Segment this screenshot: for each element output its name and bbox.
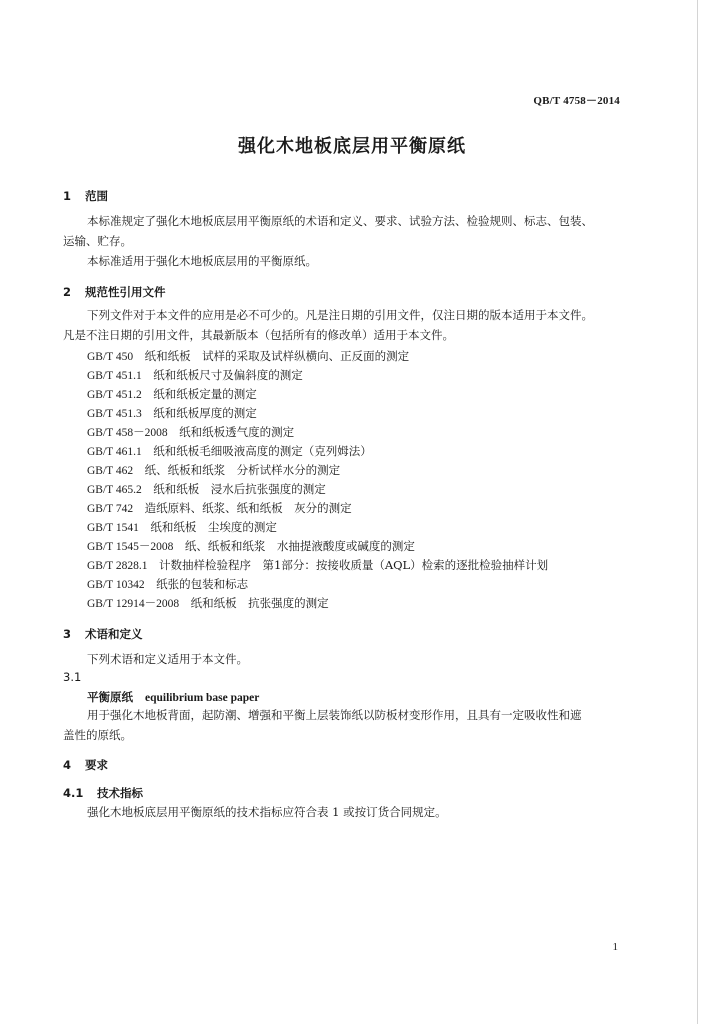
reference-item <box>87 443 372 459</box>
section-title: 要求 <box>85 758 109 772</box>
paragraph: 强化木地板底层用平衡原纸的技术指标应符合表 1 或按订货合同规定。 <box>87 805 447 819</box>
paragraph: 下列文件对于本文件的应用是必不可少的。凡是注日期的引用文件，仅注日期的版本适用于本文件。 <box>87 308 593 322</box>
section-3-heading <box>63 626 143 642</box>
reference-item <box>87 576 248 592</box>
reference-item <box>87 500 352 516</box>
reference-code: GB/T 461.1 <box>87 446 142 458</box>
reference-title: 纸和纸板定量的测定 <box>153 387 257 401</box>
reference-title: 纸和纸板透气度的测定 <box>179 425 295 439</box>
reference-title: 纸和纸板 浸水后抗张强度的测定 <box>153 482 326 496</box>
section-number: 4 <box>63 758 72 772</box>
reference-title: 纸和纸板 尘埃度的测定 <box>150 520 277 534</box>
paragraph: 凡是不注日期的引用文件，其最新版本（包括所有的修改单）适用于本文件。 <box>63 328 454 342</box>
paragraph: 本标准适用于强化木地板底层用的平衡原纸。 <box>87 254 317 268</box>
reference-item <box>87 538 415 554</box>
reference-code: GB/T 451.2 <box>87 389 142 401</box>
reference-title: 纸张的包装和标志 <box>156 577 249 591</box>
section-title: 规范性引用文件 <box>85 285 166 299</box>
paragraph: 运输、贮存。 <box>63 234 132 248</box>
reference-item <box>87 348 409 364</box>
page-number: 1 <box>612 941 618 953</box>
reference-title: 计数抽样检验程序 第1部分：按接收质量（AQL）检索的逐批检验抽样计划 <box>159 558 549 572</box>
reference-item <box>87 424 294 440</box>
reference-item <box>87 595 329 611</box>
subsection-number: 4.1 <box>63 786 84 800</box>
term-entry <box>87 689 259 705</box>
reference-title: 纸和纸板 试样的采取及试样纵横向、正反面的测定 <box>144 349 410 363</box>
reference-title: 纸、纸板和纸浆 水抽提液酸度或碱度的测定 <box>184 539 415 553</box>
subsection-4-1-heading <box>63 785 143 801</box>
reference-code: GB/T 451.3 <box>87 408 142 420</box>
section-number: 1 <box>63 189 72 203</box>
reference-code: GB/T 458－2008 <box>87 427 168 439</box>
reference-item <box>87 557 548 573</box>
reference-title: 纸和纸板 抗张强度的测定 <box>190 596 329 610</box>
reference-code: GB/T 1541 <box>87 522 139 534</box>
reference-code: GB/T 465.2 <box>87 484 142 496</box>
reference-item <box>87 386 257 402</box>
reference-item <box>87 481 326 497</box>
reference-item <box>87 519 277 535</box>
reference-item <box>87 367 303 383</box>
standard-number: QB/T 4758－2014 <box>533 95 620 107</box>
reference-code: GB/T 12914－2008 <box>87 598 180 610</box>
reference-item <box>87 462 340 478</box>
section-title: 术语和定义 <box>85 627 143 641</box>
reference-code: GB/T 450 <box>87 351 134 363</box>
section-4-heading <box>63 757 108 773</box>
section-1-heading <box>63 188 108 204</box>
reference-code: GB/T 1545－2008 <box>87 541 174 553</box>
reference-code: GB/T 10342 <box>87 579 145 591</box>
section-title: 范围 <box>85 189 109 203</box>
reference-title: 造纸原料、纸浆、纸和纸板 灰分的测定 <box>144 501 352 515</box>
section-2-heading <box>63 284 166 300</box>
reference-item <box>87 405 257 421</box>
reference-code: GB/T 742 <box>87 503 134 515</box>
term-english: equilibrium base paper <box>145 692 260 704</box>
paragraph: 下列术语和定义适用于本文件。 <box>87 652 248 666</box>
subsection-number: 3.1 <box>63 670 82 684</box>
reference-code: GB/T 451.1 <box>87 370 142 382</box>
reference-code: GB/T 462 <box>87 465 134 477</box>
reference-title: 纸和纸板厚度的测定 <box>153 406 257 420</box>
definition: 盖性的原纸。 <box>63 728 132 742</box>
subsection-title: 技术指标 <box>97 786 144 800</box>
term-chinese: 平衡原纸 <box>87 690 133 704</box>
section-number: 2 <box>63 285 72 299</box>
section-number: 3 <box>63 627 72 641</box>
definition: 用于强化木地板背面，起防潮、增强和平衡上层装饰纸以防板材变形作用，且具有一定吸收性和遮 <box>87 708 582 722</box>
document-title: 强化木地板底层用平衡原纸 <box>238 136 466 157</box>
paragraph: 本标准规定了强化木地板底层用平衡原纸的术语和定义、要求、试验方法、检验规则、标志、包装、 <box>87 214 593 228</box>
reference-title: 纸和纸板毛细吸液高度的测定（克列姆法） <box>153 444 372 458</box>
reference-title: 纸和纸板尺寸及偏斜度的测定 <box>153 368 303 382</box>
reference-code: GB/T 2828.1 <box>87 560 148 572</box>
reference-title: 纸、纸板和纸浆 分析试样水分的测定 <box>144 463 341 477</box>
